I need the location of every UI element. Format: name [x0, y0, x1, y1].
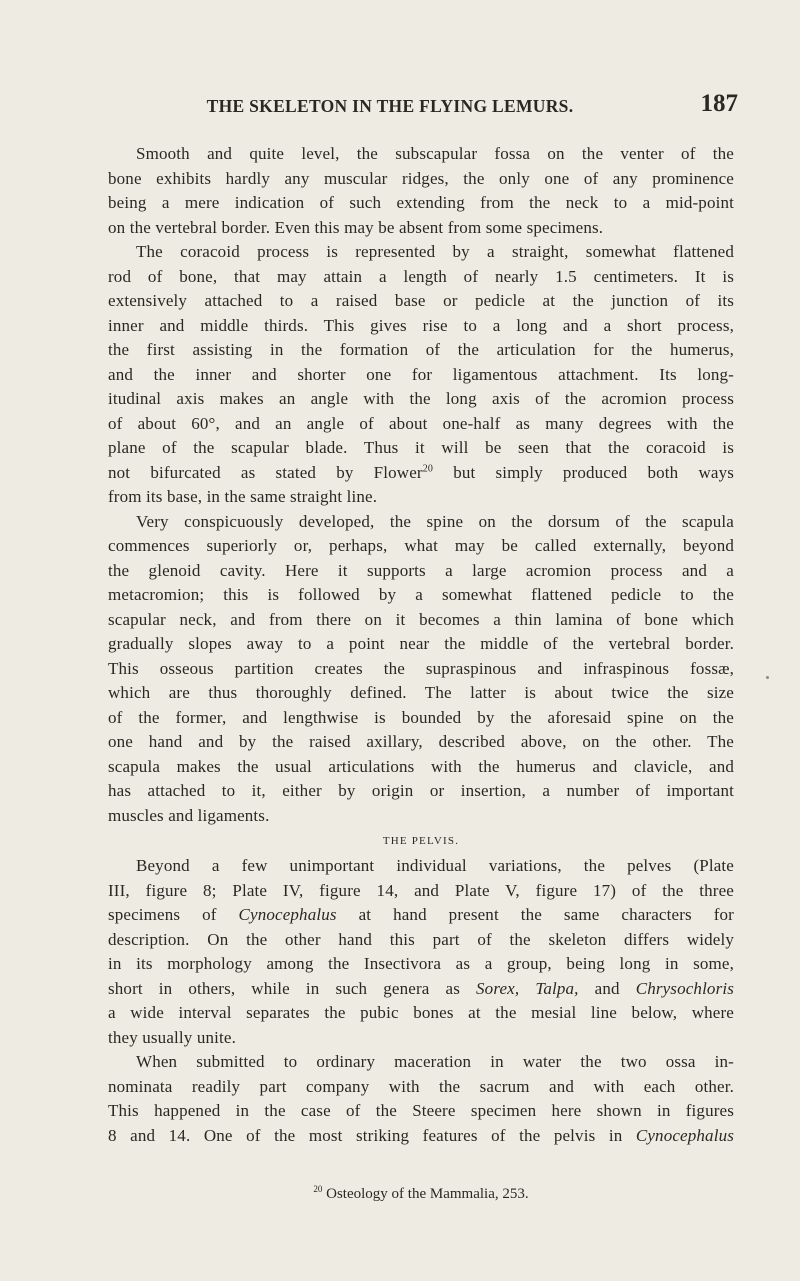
section-heading: THE PELVIS.: [382, 835, 460, 847]
text-line: metacromion; this is followed by a somewhat flattened pedicle to the: [108, 585, 734, 604]
text-line: Smooth and quite level, the subscapular fossa on the venter of the: [136, 144, 734, 163]
genus-name: Chrysochloris: [635, 978, 734, 998]
text-line: commences superiorly or, perhaps, what may be called externally, beyond: [108, 536, 734, 555]
text-line: from its base, in the same straight line.: [108, 487, 378, 506]
text-fragment: 8 and 14. One of the most striking features of the pelvis in: [108, 1125, 636, 1145]
running-title: THE SKELETON IN THE FLYING LEMURS.: [206, 96, 574, 116]
text-line: the glenoid cavity. Here it supports a large acromion process and a: [108, 560, 734, 580]
text-line: The coracoid process is represented by a straight, somewhat flattened: [136, 242, 734, 261]
text-line: and the inner and shorter one for ligamentous attachment. Its long-: [108, 364, 734, 384]
footnote: [108, 1184, 734, 1203]
text-line: [108, 1124, 734, 1149]
text-line: [108, 903, 734, 928]
text-line: one hand and by the raised axillary, described above, on the other. The: [108, 732, 734, 751]
text-line: III, figure 8; Plate IV, figure 14, and Plate V, figure 17) of the three: [108, 880, 734, 900]
footnote-text: Osteology of the Mammalia, 253.: [322, 1186, 529, 1202]
body-text: [108, 142, 734, 1148]
text-line: extensively attached to a raised base or pedicle at the junction of its: [108, 291, 734, 310]
text-line: muscles and ligaments.: [108, 805, 270, 825]
text-fragment: but simply produced both ways: [433, 462, 734, 482]
running-head: [110, 90, 738, 130]
text-line: [108, 461, 734, 486]
text-line: of about 60°, and an angle of about one-half as many degrees with the: [108, 413, 734, 433]
page-number: 187: [700, 90, 738, 117]
text-line: This osseous partition creates the supraspinous and infraspinous fossæ,: [108, 658, 734, 678]
text-line: Beyond a few unimportant individual variations, the pelves (Plate: [136, 856, 734, 875]
text-fragment: at hand present the same characters for: [336, 905, 734, 924]
text-line: This happened in the case of the Steere specimen here shown in figures: [108, 1101, 734, 1120]
text-line: Very conspicuously developed, the spine on the dorsum of the scapula: [136, 511, 734, 531]
footnote-number: 20: [313, 1184, 323, 1194]
text-line: the first assisting in the formation of the articulation for the humerus,: [108, 340, 734, 359]
text-line: [108, 977, 734, 1002]
text-line: a wide interval separates the pubic bones at the mesial line below, where: [108, 1003, 734, 1022]
text-line: plane of the scapular blade. Thus it will be seen that the coracoid is: [108, 438, 734, 457]
text-line: gradually slopes away to a point near the middle of the vertebral border.: [108, 634, 734, 653]
text-fragment: specimens of: [108, 905, 239, 924]
text-line: of the former, and lengthwise is bounded by the aforesaid spine on the: [108, 707, 734, 727]
text-line: which are thus thoroughly defined. The latter is about twice the size: [108, 683, 734, 702]
text-line: inner and middle thirds. This gives rise to a long and a short process,: [108, 315, 734, 335]
text-line: rod of bone, that may attain a length of nearly 1.5 centimeters. It is: [108, 266, 734, 286]
genus-name: Cynocephalus: [238, 905, 337, 924]
text-fragment: and: [578, 978, 636, 998]
text-line: scapula makes the usual articulations with the humerus and clavicle, and: [108, 756, 734, 776]
text-line: bone exhibits hardly any muscular ridges, the only one of any prominence: [108, 168, 734, 188]
text-line: on the vertebral border. Even this may be absent from some specimens.: [108, 217, 604, 237]
genus-name: Cynocephalus: [635, 1125, 734, 1145]
text-line: scapular neck, and from there on it becomes a thin lamina of bone which: [108, 609, 734, 629]
text-line: they usually unite.: [108, 1027, 236, 1047]
text-line: has attached to it, either by origin or insertion, a number of important: [108, 781, 734, 800]
text-line: description. On the other hand this part of the skeleton differs widely: [108, 929, 734, 949]
text-line: itudinal axis makes an angle with the long axis of the acromion process: [108, 389, 734, 408]
text-line: nominata readily part company with the sacrum and with each other.: [108, 1076, 734, 1096]
text-line: When submitted to ordinary maceration in water the two ossa in-: [136, 1052, 734, 1071]
genus-names: Sorex, Talpa,: [476, 978, 579, 998]
text-line: in its morphology among the Insectivora as a group, being long in some,: [108, 954, 734, 973]
footnote-reference: 20: [422, 462, 434, 474]
text-fragment: not bifurcated as stated by Flower: [108, 462, 423, 482]
text-line: being a mere indication of such extending from the neck to a mid-point: [108, 193, 734, 212]
print-speck: [766, 676, 769, 679]
text-fragment: short in others, while in such genera as: [108, 978, 477, 998]
